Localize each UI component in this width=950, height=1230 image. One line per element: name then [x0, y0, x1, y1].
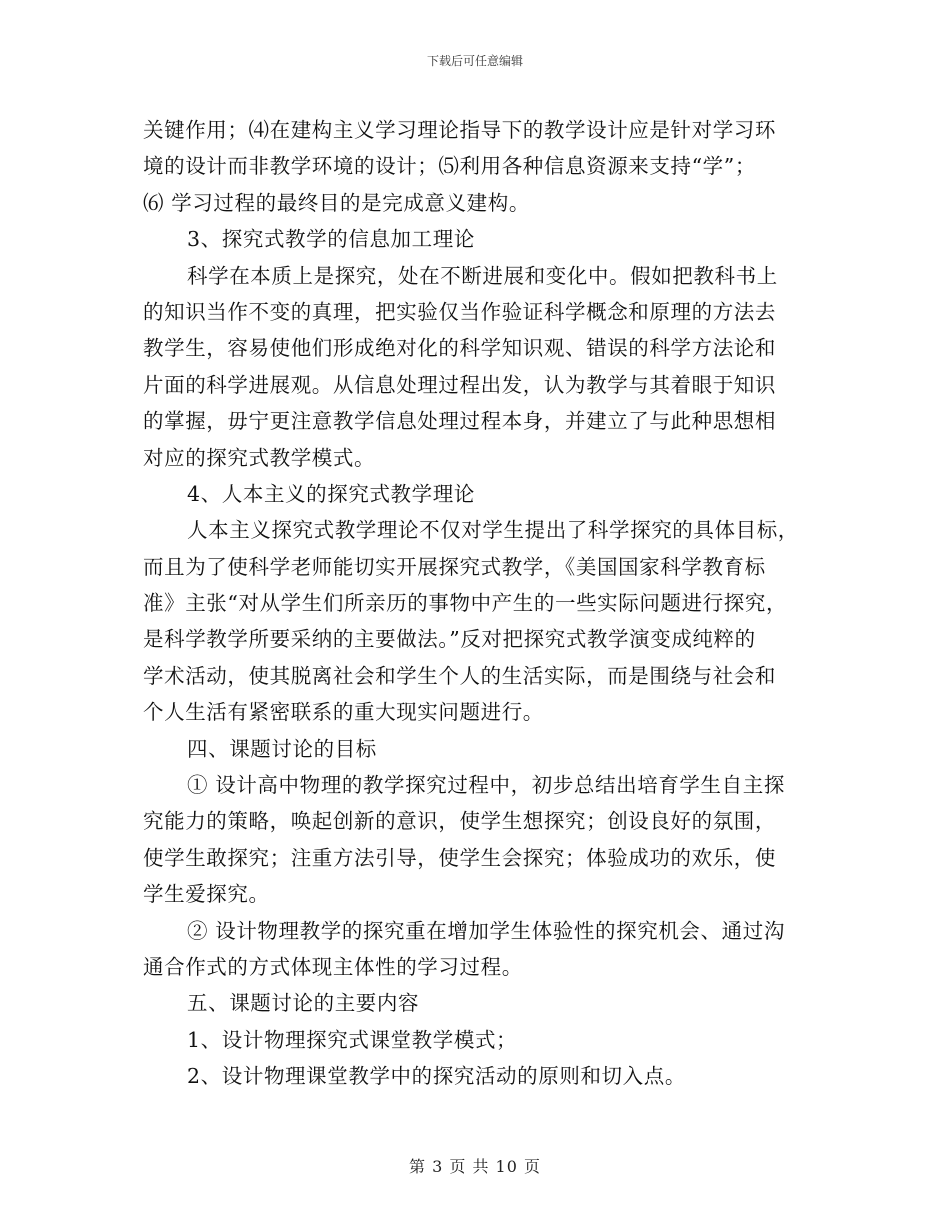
text-line: ① 设计高中物理的教学探究过程中，初步总结出培育学生自主探 [187, 773, 785, 798]
text-line: ⑹ 学习过程的最终目的是完成意义建构。 [143, 190, 530, 215]
text-line: 的掌握，毋宁更注意教学信息处理过程本身，并建立了与此种思想相 [143, 409, 776, 434]
list-item: 1、设计物理探究式课堂教学模式； [187, 1027, 518, 1052]
text-line: 学生爱探究。 [143, 882, 270, 907]
section-heading: 五、课题讨论的主要内容 [187, 991, 420, 1016]
text-line: 片面的科学进展观。从信息处理过程出发，认为教学与其着眼于知识 [143, 372, 776, 397]
text-line: 是科学教学所要采纳的主要做法。”反对把探究式教学演变成纯粹的 [143, 627, 756, 652]
text-line: 学术活动，使其脱离社会和学生个人的生活实际，而是围绕与社会和 [143, 663, 776, 688]
section-heading: 3、探究式教学的信息加工理论 [187, 227, 475, 252]
text-line: 使学生敢探究；注重方法引导，使学生会探究；体验成功的欢乐，使 [143, 845, 776, 870]
text-line: ② 设计物理教学的探究重在增加学生体验性的探究机会、通过沟 [187, 918, 785, 943]
text-line: 关键作用；⑷在建构主义学习理论指导下的教学设计应是针对学习环 [143, 118, 776, 142]
text-line: 的知识当作不变的真理，把实验仅当作验证科学概念和原理的方法去 [143, 299, 776, 324]
section-heading: 四、课题讨论的目标 [187, 736, 377, 761]
text-line: 境的设计而非教学环境的设计；⑸利用各种信息资源来支持“学”； [143, 154, 756, 179]
text-line: 科学在本质上是探究，处在不断进展和变化中。假如把教科书上 [187, 263, 778, 288]
document-body [143, 112, 808, 1095]
text-line: 对应的探究式教学模式。 [143, 445, 376, 470]
section-heading: 4、人本主义的探究式教学理论 [187, 481, 475, 506]
text-line: 人本主义探究式教学理论不仅对学生提出了科学探究的具体目标， [187, 518, 799, 543]
list-item: 2、设计物理课堂教学中的探究活动的原则和切入点。 [187, 1064, 686, 1089]
text-line: 而且为了使科学老师能切实开展探究式教学，《美国国家科学教育标 [143, 554, 766, 579]
text-line: 个人生活有紧密联系的重大现实问题进行。 [143, 700, 544, 725]
text-line: 通合作式的方式体现主体性的学习过程。 [143, 954, 523, 979]
page-header: 下载后可任意编辑 [426, 54, 523, 68]
text-line: 准》主张“对从学生们所亲历的事物中产生的一些实际问题进行探究， [143, 591, 788, 616]
page-number-footer: 第 3 页 共 10 页 [409, 1157, 541, 1176]
text-line: 教学生，容易使他们形成绝对化的科学知识观、错误的科学方法论和 [143, 336, 776, 361]
text-line: 究能力的策略，唤起创新的意识，使学生想探究；创设良好的氛围， [143, 809, 776, 834]
